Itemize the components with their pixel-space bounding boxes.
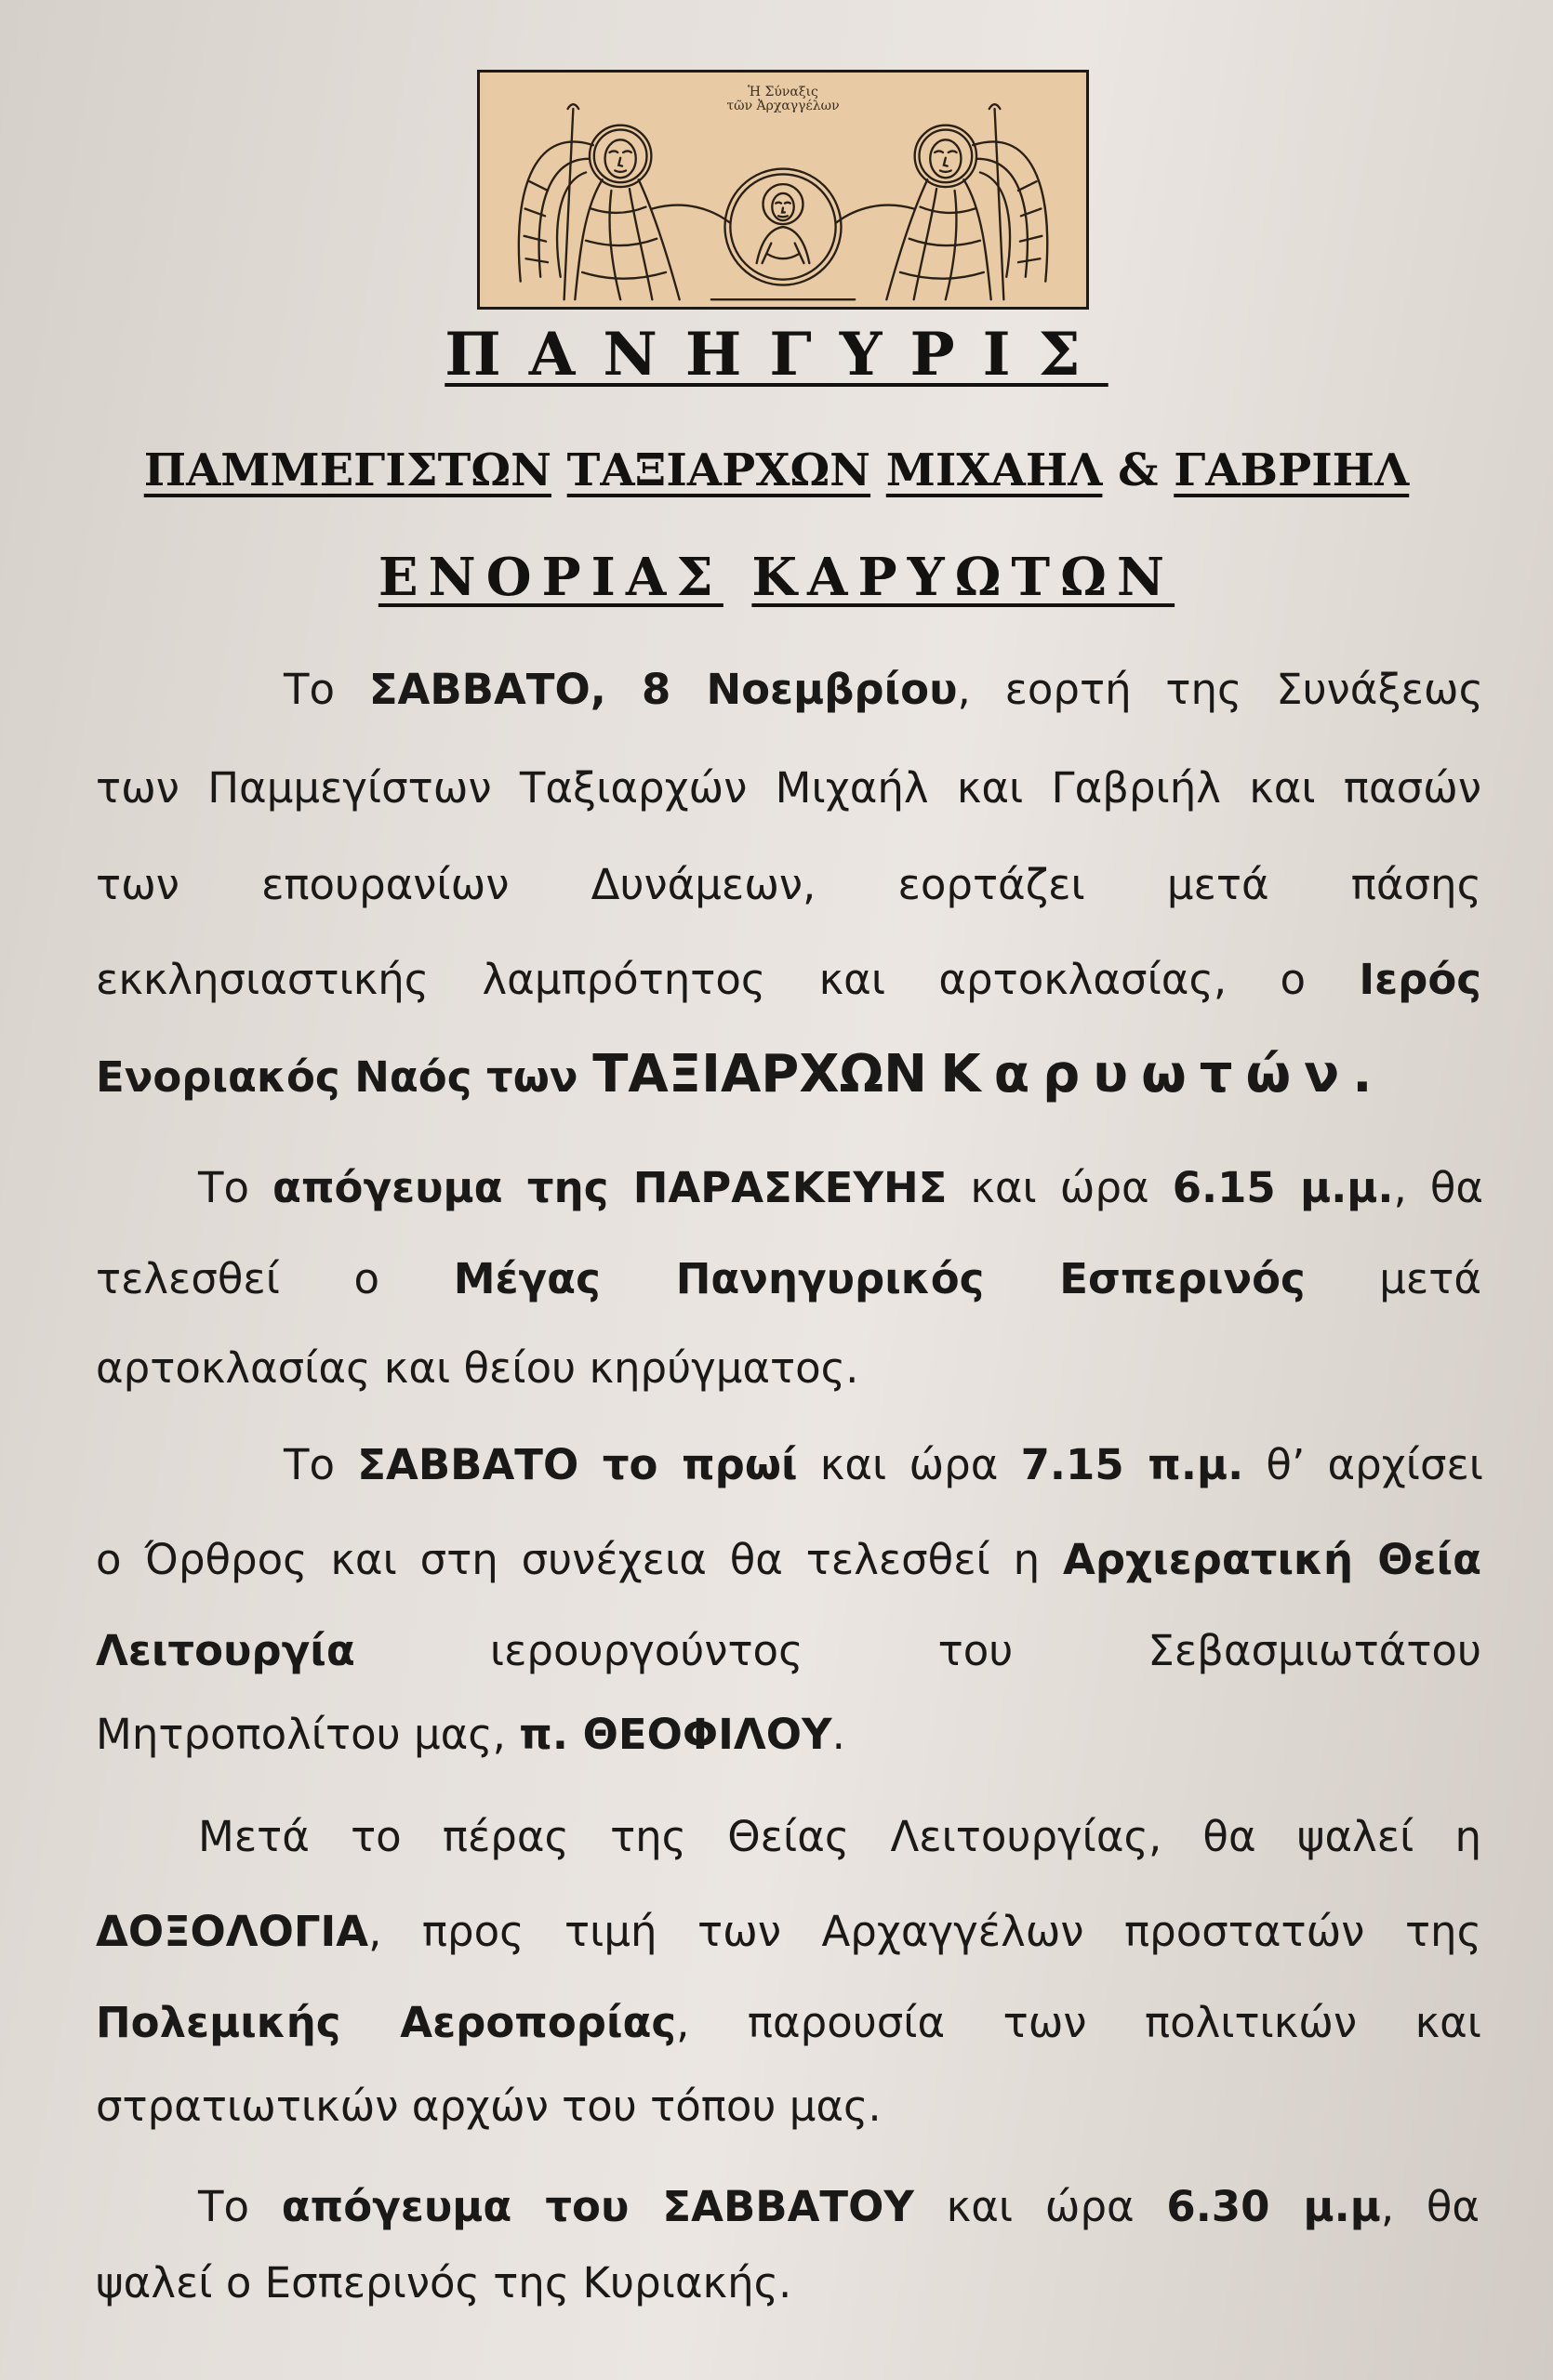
p3-line-4: Μητροπολίτου μας, π. ΘΕΟΦΙΛΟΥ. xyxy=(96,1710,845,1759)
parish-word-2: ΚΑΡΥΩΤΩΝ xyxy=(751,547,1175,608)
icon-inscription: Ἡ Σύναξις τῶν Ἀρχαγγέλων xyxy=(726,85,840,113)
p1-line-1: Το ΣΑΒΒΑΤΟ, 8 Νοεμβρίου, εορτή της Συνάξεως xyxy=(284,665,1483,714)
p3-line-2: ο Όρθρος και στη συνέχεια θα τελεσθεί η Αρχιερατική Θεία xyxy=(96,1535,1482,1584)
p4-line-3: Πολεμικής Αεροπορίας, παρουσία των πολιτικών και xyxy=(96,1998,1481,2047)
p3-line-1: Το ΣΑΒΒΑΤΟ το πρωί και ώρα 7.15 π.μ. θ’ αρχίσει xyxy=(284,1440,1484,1489)
subtitle-ampersand: & xyxy=(1118,444,1159,496)
p4-line-2: ΔΟΞΟΛΟΓΙΑ, προς τιμή των Αρχαγγέλων προστατών της xyxy=(96,1907,1481,1956)
p5-line-2: ψαλεί ο Εσπερινός της Κυριακής. xyxy=(96,2258,792,2307)
p4-line-4: στρατιωτικών αρχών του τόπου μας. xyxy=(96,2082,882,2131)
title-heading xyxy=(0,320,1553,390)
p5-line-1: Το απόγευμα του ΣΑΒΒΑΤΟΥ και ώρα 6.30 μ.μ, θα xyxy=(198,2182,1480,2231)
p1-line-5: Ενοριακός Ναός των ΤΑΞΙΑΡΧΩΝ Καρυωτών. xyxy=(96,1044,1386,1104)
subtitle-heading xyxy=(0,444,1553,496)
p3-line-3: Λειτουργία ιερουργούντος του Σεβασμιωτάτου xyxy=(96,1626,1481,1675)
subtitle-word-4: ΓΑΒΡΙΗΛ xyxy=(1174,444,1410,496)
subtitle-word-3: ΜΙΧΑΗΛ xyxy=(885,444,1103,496)
archangels-icon-image xyxy=(477,70,1089,310)
p1-line-3: των επουρανίων Δυνάμεων, εορτάζει μετά πάσης xyxy=(96,860,1481,909)
subtitle-word-2: ΤΑΞΙΑΡΧΩΝ xyxy=(566,444,871,496)
parish-heading xyxy=(0,547,1553,608)
p2-line-1: Το απόγευμα της ΠΑΡΑΣΚΕΥΗΣ και ώρα 6.15 μ.μ., θα xyxy=(198,1163,1484,1212)
p4-line-1: Μετά το πέρας της Θείας Λειτουργίας, θα ψαλεί η xyxy=(198,1812,1481,1861)
p1-line-4: εκκλησιαστικής λαμπρότητος και αρτοκλασίας, ο Ιερός xyxy=(96,955,1481,1004)
parish-word-1: ΕΝΟΡΙΑΣ xyxy=(378,547,723,608)
subtitle-word-1: ΠΑΜΜΕΓΙΣΤΩΝ xyxy=(143,444,551,496)
p1-line-2: των Παμμεγίστων Ταξιαρχών Μιχαήλ και Γαβριήλ και πασών xyxy=(96,763,1481,813)
p2-line-3: αρτοκλασίας και θείου κηρύγματος. xyxy=(96,1343,859,1393)
title-text: ΠΑΝΗΓΥΡΙΣ xyxy=(445,320,1108,390)
p2-line-2: τελεσθεί ο Μέγας Πανηγυρικός Εσπερινός μετά xyxy=(96,1254,1482,1303)
